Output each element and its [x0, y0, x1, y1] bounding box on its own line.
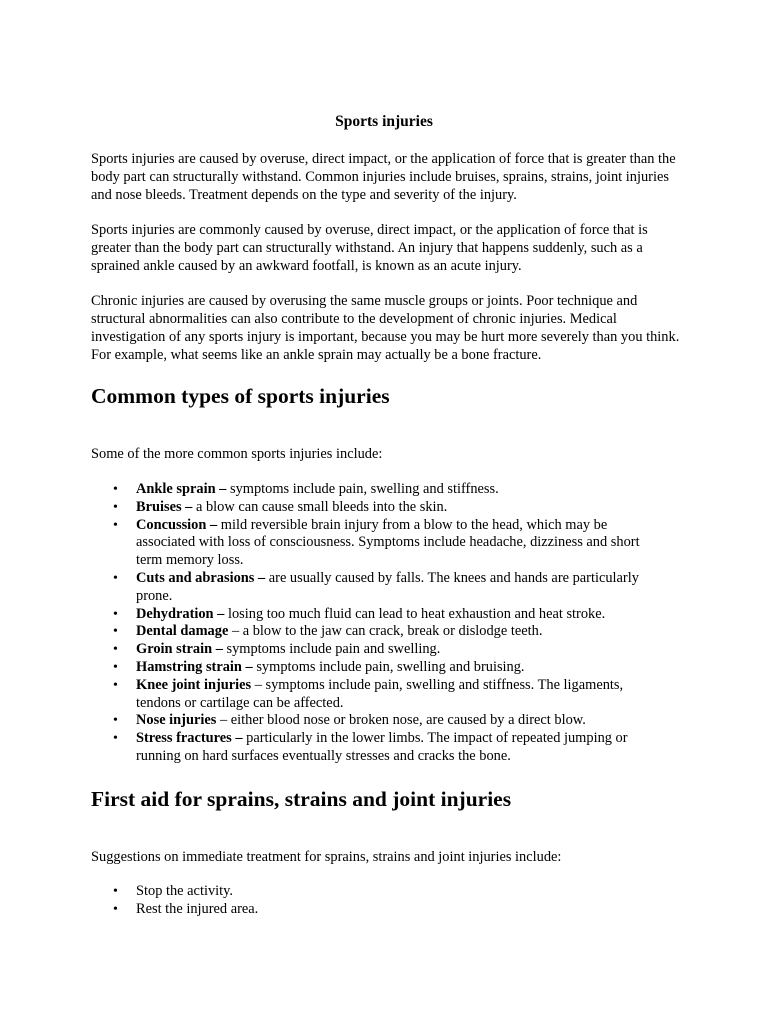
list-item: [0, 623, 666, 641]
section-intro-common-types: Some of the more common sports injuries include:: [91, 446, 383, 462]
item-text: – symptoms include pain, swelling and stiffness. The ligaments, tendons or cartilage can be affected.: [136, 676, 624, 711]
item-text: symptoms include pain, swelling and stiffness.: [226, 481, 499, 497]
item-text: – a blow to the jaw can crack, break or dislodge teeth.: [228, 623, 543, 640]
section-heading-common-types: Common types of sports injuries: [91, 384, 390, 408]
list-item: [0, 570, 666, 606]
bullet-icon: •: [113, 677, 118, 693]
list-item: [0, 641, 666, 659]
item-term: Stress fractures –: [136, 730, 243, 747]
bullet-icon: •: [113, 624, 118, 640]
bullet-icon: •: [113, 642, 118, 658]
item-text: Stop the activity.: [136, 883, 233, 899]
intro-paragraph-2: Sports injuries are commonly caused by overuse, direct impact, or the application of force that is greater than the body part can structurally withstand. An injury that happens suddenly, such as a sprained ankle caused by an awkward footfall, is known as an acute injury.: [91, 222, 648, 274]
list-item: [0, 517, 666, 570]
bullet-icon: •: [113, 499, 118, 515]
bullet-icon: •: [113, 659, 118, 675]
list-item: [0, 606, 666, 624]
bullet-icon: •: [113, 606, 118, 622]
bullet-icon: •: [113, 884, 118, 899]
item-text: particularly in the lower limbs. The impact of repeated jumping or running on hard surfaces eventually stresses and cracks the bone.: [136, 730, 628, 764]
item-text: a blow can cause small bleeds into the skin.: [192, 498, 448, 515]
item-text: losing too much fluid can lead to heat exhaustion and heat stroke.: [224, 605, 606, 622]
item-term: Concussion –: [136, 516, 218, 533]
item-term: Cuts and abrasions –: [136, 569, 266, 586]
item-term: Dental damage: [136, 623, 229, 640]
list-item: [0, 677, 666, 713]
injury-list: [0, 481, 768, 766]
item-text: Rest the injured area.: [136, 900, 259, 917]
item-text: are usually caused by falls. The knees and hands are particularly prone.: [136, 569, 639, 604]
item-text: – either blood nose or broken nose, are caused by a direct blow.: [216, 712, 586, 729]
bullet-icon: •: [113, 482, 118, 497]
item-term: Dehydration –: [136, 605, 225, 622]
list-item: [0, 712, 666, 730]
item-term: Ankle sprain –: [136, 481, 227, 497]
list-item: [0, 481, 666, 499]
document-title: Sports injuries: [335, 113, 433, 130]
list-item: [0, 659, 666, 677]
bullet-icon: •: [113, 570, 118, 586]
bullet-icon: •: [113, 901, 118, 917]
bullet-icon: •: [113, 713, 118, 729]
item-term: Bruises –: [136, 498, 193, 515]
item-term: Groin strain –: [136, 641, 223, 658]
section-heading-first-aid: First aid for sprains, strains and joint injuries: [91, 787, 512, 811]
bullet-icon: •: [113, 517, 118, 533]
item-text: symptoms include pain and swelling.: [222, 641, 441, 658]
list-item: [0, 730, 666, 766]
item-text: mild reversible brain injury from a blow to the head, which may be associated with loss of consciousness. Symptoms include headache, dizziness and short term memory loss.: [136, 516, 640, 569]
item-text: symptoms include pain, swelling and bruising.: [252, 658, 525, 675]
item-term: Nose injuries: [136, 712, 217, 729]
list-item: [0, 901, 666, 919]
list-item: [0, 883, 666, 901]
intro-paragraph-1: Sports injuries are caused by overuse, direct impact, or the application of force that is greater than the body part can structurally withstand. Common injuries include bruises, sprains, strains, joint injuries and nose bleeds. Treatment depends on the type and severity of the injury.: [91, 151, 676, 203]
list-item: [0, 499, 666, 517]
intro-paragraph-3: Chronic injuries are caused by overusing the same muscle groups or joints. Poor technique and structural abnormalities can also contribute to the development of chronic injuries. Medical investigation of any sports injury is important, because you may be hurt more severely than you think. For example, what seems like an ankle sprain may actually be a bone fracture.: [91, 293, 680, 363]
bullet-icon: •: [113, 731, 118, 747]
first-aid-list: [0, 883, 768, 919]
item-term: Knee joint injuries: [136, 676, 252, 693]
section-intro-first-aid: Suggestions on immediate treatment for sprains, strains and joint injuries include:: [91, 849, 562, 865]
item-term: Hamstring strain –: [136, 658, 253, 675]
